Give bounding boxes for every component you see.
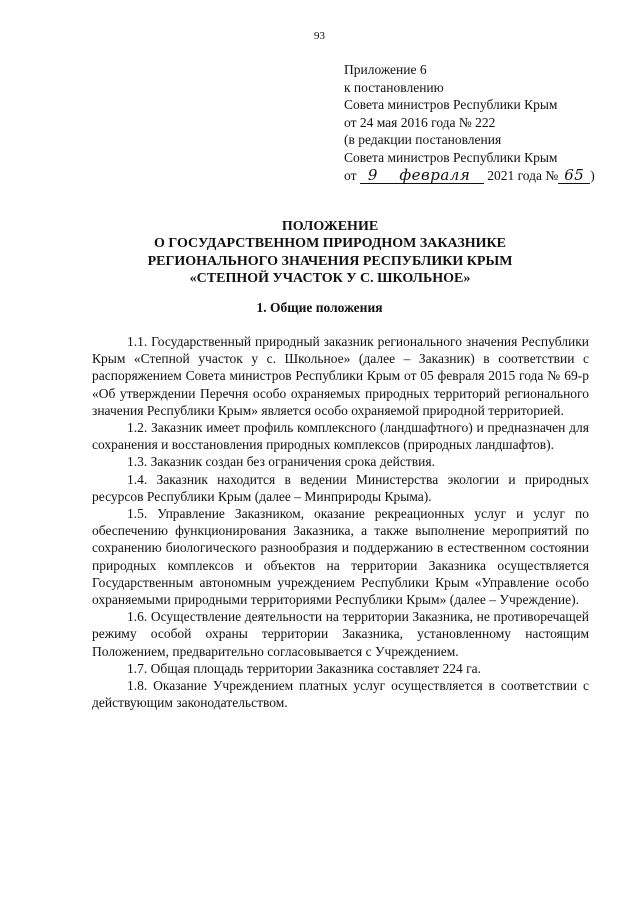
title-line-1: ПОЛОЖЕНИЕ xyxy=(281,219,379,234)
paragraph-1-2: 1.2. Заказник имеет профиль комплексного (ландшафтного) и предназначен для сохранения и восстановления природных комплексов (природных ландшафтов). xyxy=(92,420,589,453)
title-line-2: О ГОСУДАРСТВЕННОМ ПРИРОДНОМ ЗАКАЗНИКЕ xyxy=(154,236,506,252)
document-body xyxy=(92,333,589,711)
appendix-line-3: Совета министров Республики Крым xyxy=(344,97,558,113)
appendix-line-1: Приложение 6 xyxy=(344,62,427,77)
paragraph-1-6: 1.6. Осуществление деятельности на территории Заказника, не противоречащей режиму особой охраны территории Заказника, установленному настоящим Положением, предварительно согласовывается с Учреждением. xyxy=(92,609,589,659)
title-line-3: РЕГИОНАЛЬНОГО ЗНАЧЕНИЯ РЕСПУБЛИКИ КРЫМ xyxy=(147,253,513,269)
document-title xyxy=(80,218,580,288)
title-line-4: «СТЕПНОЙ УЧАСТОК У С. ШКОЛЬНОЕ» xyxy=(189,271,471,287)
appendix-line-4: от 24 мая 2016 года № 222 xyxy=(344,114,496,130)
paragraph-1-8: 1.8. Оказание Учреждением платных услуг осуществляется в соответствии с действующим законодательством. xyxy=(92,678,589,711)
amendment-year-text: 2021 года № xyxy=(487,167,559,183)
amendment-day-field xyxy=(360,165,386,184)
appendix-line-6: Совета министров Республики Крым xyxy=(344,149,558,165)
paragraph-1-3: 1.3. Заказник создан без ограничения срока действия. xyxy=(127,454,435,470)
handwritten-month: февраля xyxy=(399,165,471,184)
section-heading: 1. Общие положения xyxy=(256,300,383,315)
paragraph-1-1: 1.1. Государственный природный заказник регионального значения Республики Крым «Степной участок у с. Школьное» (далее – Заказник) в соответствии с распоряжением Совета министров Республики Крым от 05 февраля 2015 года № 69-р «Об утверждении Перечня особо охраняемых природных территорий регионального значения Республики Крым» является особо охраняемой природной территорией. xyxy=(92,334,589,418)
appendix-line-5: (в редакции постановления xyxy=(344,132,502,148)
amendment-date-line xyxy=(344,167,595,185)
handwritten-day: 9 xyxy=(367,165,378,184)
appendix-line-2: к постановлению xyxy=(344,79,444,95)
paragraph-1-4: 1.4. Заказник находится в ведении Министерства экологии и природных ресурсов Республики Крым (далее – Минприроды Крыма). xyxy=(92,471,589,504)
paragraph-1-7: 1.7. Общая площадь территории Заказника составляет 224 га. xyxy=(127,660,482,676)
closing-parenthesis: ) xyxy=(590,167,595,183)
amendment-number-field xyxy=(558,165,590,184)
handwritten-number: 65 xyxy=(564,165,585,184)
amendment-month-field xyxy=(386,165,484,184)
appendix-block xyxy=(344,61,595,184)
paragraph-1-5: 1.5. Управление Заказником, оказание рекреационных услуг и услуг по обеспечению функционирования Заказника, а также выполнение мероприятий по сохранению биологического разнообразия и поддержанию в естественном состоянии природных комплексов и объектов на территории Заказника осуществляется Государственным автономным учреждением Республики Крым «Управление особо охраняемыми природными территориями Республики Крым» (далее – Учреждение). xyxy=(92,506,589,608)
page-number: 93 xyxy=(314,30,325,42)
amendment-prefix: от xyxy=(344,167,357,183)
